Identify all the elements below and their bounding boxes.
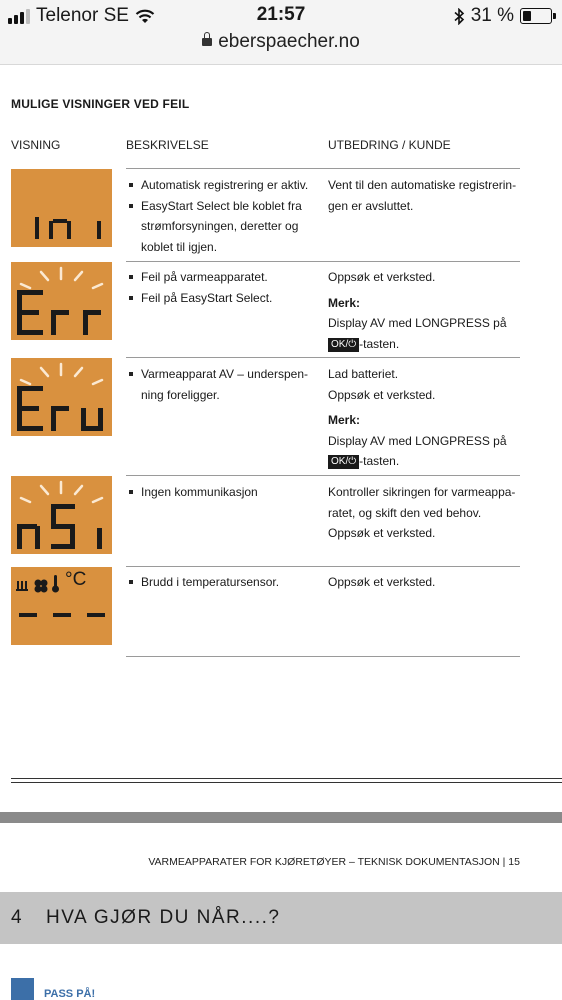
heater-icon: [16, 581, 28, 591]
list-item: Varmeapparat AV – underspen-ning foreligger.: [141, 364, 316, 405]
chapter-title: HVA GJØR DU NÅR....?: [46, 907, 281, 928]
celsius-unit: °C: [65, 569, 87, 590]
row-eru-remedy: [328, 364, 528, 472]
status-right: [454, 5, 552, 27]
list-item: Brudd i temperatursensor.: [141, 572, 316, 593]
lcd-display-err: [11, 262, 112, 340]
row-sensor-description: [126, 572, 316, 593]
remedy-line: Oppsøk et verksted.: [328, 387, 436, 402]
note-key-suffix: -tasten.: [359, 454, 400, 468]
status-bar: [0, 0, 562, 65]
row-divider: [126, 357, 520, 358]
battery-icon: [520, 8, 552, 24]
page-end-rule: [11, 778, 562, 779]
page-footer: VARMEAPPARATER FOR KJØRETØYER – TEKNISK DOKUMENTASJON | 15: [148, 856, 520, 868]
bluetooth-icon: [454, 8, 465, 25]
note-marker-icon: [11, 978, 34, 1000]
row-err-remedy: [328, 267, 528, 354]
ok-key-icon: OK/⏻: [328, 455, 359, 469]
remedy-line: Lad batteriet.: [328, 367, 399, 381]
fan-icon: [35, 580, 48, 593]
url-text: eberspaecher.no: [218, 31, 360, 52]
row-sensor-remedy: [328, 572, 528, 593]
row-ini-remedy: [328, 175, 528, 216]
lcd-display-ini: [11, 169, 112, 247]
row-divider: [126, 168, 520, 169]
note-text: Display AV med LONGPRESS på: [328, 316, 507, 330]
remedy-line: gen er avsluttet.: [328, 198, 414, 213]
lcd-display-nsi: [11, 476, 112, 554]
list-item: Ingen kommunikasjon: [141, 482, 316, 503]
note-label: PASS PÅ!: [44, 988, 96, 1000]
page-end-rule: [11, 782, 562, 783]
row-nsi-remedy: [328, 482, 528, 544]
section-title: MULIGE VISNINGER VED FEIL: [11, 97, 190, 111]
lcd-display-eru: [11, 358, 112, 436]
list-item: EasyStart Select ble koblet fra strømforsyningen, deretter og koblet til igjen.: [141, 196, 316, 258]
row-divider: [126, 261, 520, 262]
lcd-display-sensor: [11, 567, 112, 645]
column-header-description: BESKRIVELSE: [126, 138, 209, 152]
ok-key-icon: OK/⏻: [328, 338, 359, 352]
chapter-number: 4: [11, 907, 23, 928]
lcd-eru-icon: [11, 358, 112, 436]
lcd-sensor-icon: [11, 567, 112, 645]
note-key-suffix: -tasten.: [359, 336, 400, 351]
remedy-line: Oppsøk et verksted.: [328, 575, 436, 589]
lock-icon: [202, 38, 212, 46]
row-nsi-description: [126, 482, 316, 503]
list-item: Feil på EasyStart Select.: [141, 288, 316, 309]
row-err-description: [126, 267, 316, 308]
remedy-line: Vent til den automatiske registrerin-: [328, 178, 517, 192]
chapter-header: [0, 892, 562, 944]
column-header-display: VISNING: [11, 138, 61, 152]
note-heading: Merk:: [328, 295, 361, 310]
remedy-line: Oppsøk et verksted.: [328, 270, 436, 284]
battery-fill: [523, 11, 531, 21]
address-bar[interactable]: [0, 31, 562, 53]
note-heading: Merk:: [328, 413, 361, 427]
carrier-name: Telenor SE: [36, 5, 129, 26]
lcd-nsi-icon: [11, 476, 112, 554]
page-separator: [0, 812, 562, 823]
row-ini-description: [126, 175, 316, 257]
row-divider: [126, 566, 520, 567]
thermometer-icon: [52, 575, 59, 593]
battery-percent: 31 %: [470, 5, 514, 26]
row-divider: [126, 656, 520, 657]
remedy-line: Kontroller sikringen for varmeappa-: [328, 485, 516, 499]
row-divider: [126, 475, 520, 476]
note-key-line: [328, 334, 528, 355]
remedy-line: ratet, og skift den ved behov.: [328, 505, 482, 520]
row-eru-description: [126, 364, 316, 405]
list-item: Feil på varmeapparatet.: [141, 267, 316, 288]
note-text: Display AV med LONGPRESS på: [328, 433, 507, 448]
column-header-remedy: UTBEDRING / KUNDE: [328, 138, 451, 152]
clock: 21:57: [256, 4, 306, 25]
lcd-ini-icon: [11, 169, 112, 247]
lcd-err-icon: [11, 262, 112, 340]
remedy-line: Oppsøk et verksted.: [328, 526, 436, 540]
list-item: Automatisk registrering er aktiv.: [141, 175, 316, 196]
note-key-line: [328, 451, 528, 472]
